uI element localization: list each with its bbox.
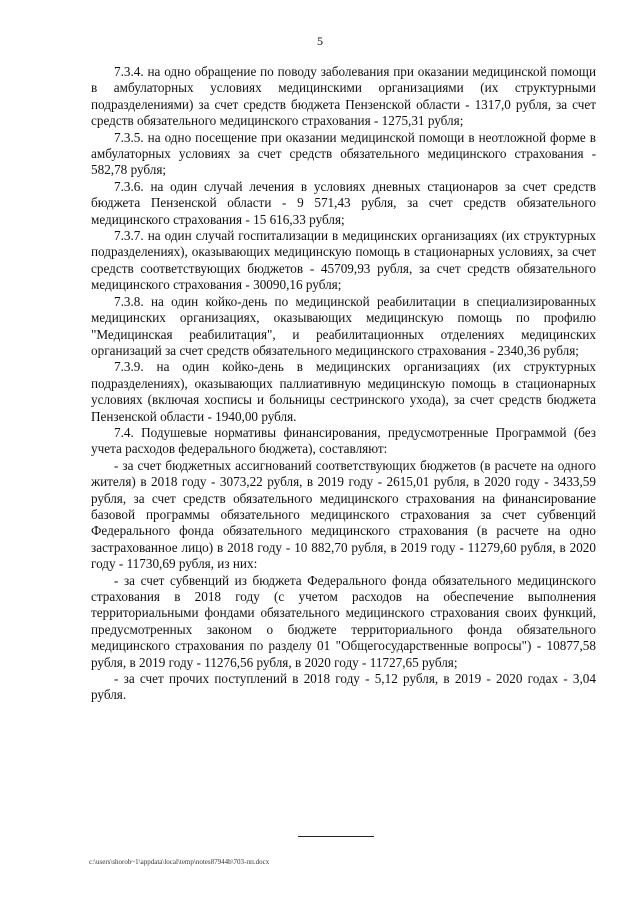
footer-file-path: c:\users\shorob~1\appdata\local\temp\notes87944b\703-пп.docx: [89, 858, 270, 866]
paragraph-7-3-5: 7.3.5. на одно посещение при оказании медицинской помощи в неотложной форме в амбулаторных условиях за счет средств обязательного медицинского страхования - 582,78 рубля;: [91, 129, 596, 178]
list-item-subventions: - за счет субвенций из бюджета Федерального фонда обязательного медицинского страхования в 2018 году (с учетом расходов на обеспечение выполнения территориальными фондами обязательного медицинского страхования своих функций, предусмотренных законом о бюджете территориального фонда обязательного медицинского страхования по разделу 01 "Общегосударственные вопросы") - 10877,58 рубля, в 2019 году - 11276,56 рубля, в 2020 году - 11727,65 рубля;: [91, 572, 596, 670]
paragraph-7-3-9: 7.3.9. на один койко-день в медицинских организациях (их структурных подразделениях), оказывающих паллиативную медицинскую помощь в стационарных условиях (включая хосписы и больницы сестринского ухода), за счет средств бюджета Пензенской области - 1940,00 рубля.: [91, 359, 596, 424]
document-body: [91, 64, 596, 704]
paragraph-7-4: 7.4. Подушевые нормативы финансирования, предусмотренные Программой (без учета расходов федерального бюджета), составляют:: [91, 424, 596, 457]
list-item-budget: - за счет бюджетных ассигнований соответствующих бюджетов (в расчете на одного жителя) в 2018 году - 3073,22 рубля, в 2019 году - 2615,01 рубля, в 2020 году - 3433,59 рубля, за счет средств обязательного медицинского страхования на финансирование базовой программы обязательного медицинского страхования за счет субвенций Федерального фонда обязательного медицинского страхования (в расчете на одно застрахованное лицо) в 2018 году - 10 882,70 рубля, в 2019 году - 11279,60 рубля, в 2020 году - 11730,69 рубля, из них:: [91, 457, 596, 572]
page-number: 5: [317, 34, 323, 48]
paragraph-7-3-4: 7.3.4. на одно обращение по поводу заболевания при оказании медицинской помощи в амбулаторных условиях медицинскими организациями (их структурными подразделениями) за счет средств бюджета Пензенской области - 1317,0 рубля, за счет средств обязательного медицинского страхования - 1275,31 рубля;: [91, 64, 596, 129]
list-item-other-income: - за счет прочих поступлений в 2018 году - 5,12 рубля, в 2019 - 2020 годах - 3,04 рубля.: [91, 671, 596, 703]
footer-divider: [298, 836, 374, 837]
paragraph-7-3-6: 7.3.6. на один случай лечения в условиях дневных стационаров за счет средств бюджета Пензенской области - 9 571,43 рубля, за счет средств обязательного медицинского страхования - 15 616,33 рубля;: [91, 178, 596, 227]
paragraph-7-3-8: 7.3.8. на один койко-день по медицинской реабилитации в специализированных медицинских организациях, оказывающих медицинскую помощь по профилю "Медицинская реабилитация", и реабилитационных отделениях медицинских организаций за счет средств обязательного медицинского страхования - 2340,36 рубля;: [91, 293, 596, 358]
paragraph-7-3-7: 7.3.7. на один случай госпитализации в медицинских организациях (их структурных подразделениях), оказывающих медицинскую помощь в стационарных условиях, за счет средств соответствующих бюджетов - 45709,93 рубля, за счет средств обязательного медицинского страхования - 30090,16 рубля;: [91, 228, 596, 293]
